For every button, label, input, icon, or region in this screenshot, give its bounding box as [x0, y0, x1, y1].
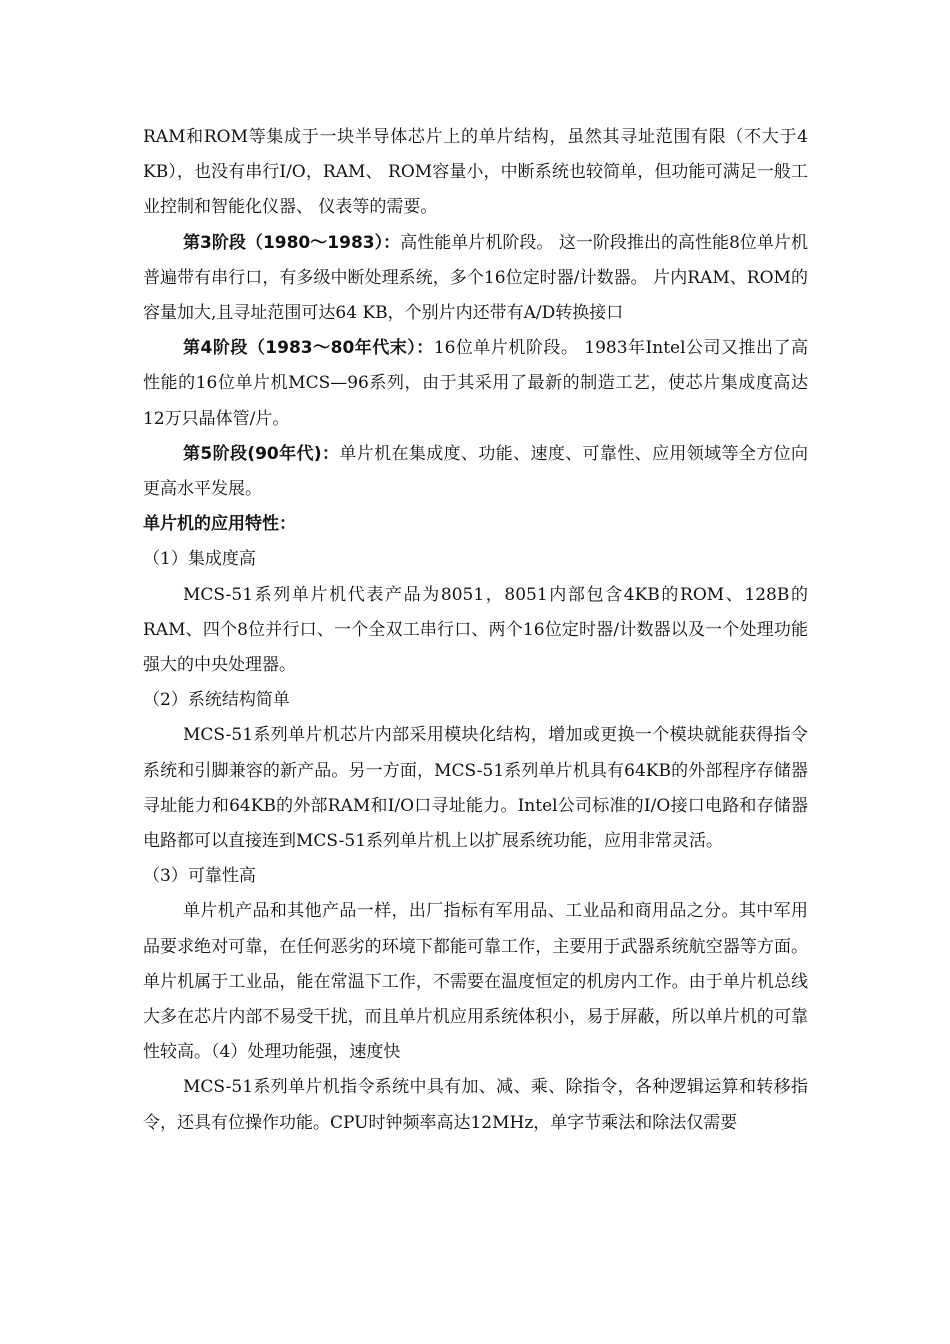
- feature-2-title: （2）系统结构简单: [143, 690, 290, 711]
- paragraph-stage-3: [143, 226, 808, 332]
- features-heading: 单片机的应用特性：: [143, 514, 296, 535]
- stage-4-label: 第4阶段（1983～80年代末）：: [183, 338, 434, 359]
- feature-4-body: MCS-51系列单片机指令系统中具有加、减、乘、除指令，各种逻辑运算和转移指令，还具有位操作功能。CPU时钟频率高达12MHz，单字节乘法和除法仅需要: [143, 1077, 808, 1133]
- feature-3-title: （3）可靠性高: [143, 866, 256, 887]
- feature-1-title: （1）集成度高: [143, 549, 256, 570]
- stage-4-text: 16位单片机阶段。 1983年Intel公司又推出了高性能的16位单片机MCS—96系列，由于其采用了最新的制造工艺，使芯片集成度高达12万只晶体管/片。: [143, 338, 808, 429]
- stage-3-label: 第3阶段（1980～1983）：: [183, 232, 401, 253]
- feature-2-body: MCS-51系列单片机芯片内部采用模块化结构，增加或更换一个模块就能获得指令系统和引脚兼容的新产品。另一方面，MCS-51系列单片机具有64KB的外部程序存储器寻址能力和64KB的外部RAM和I/O口寻址能力。Intel公司标准的I/O接口电路和存储器电路都可以直接连到MCS-51系列单片机上以扩展系统功能，应用非常灵活。: [143, 725, 808, 852]
- feature-3-body: 单片机产品和其他产品一样，出厂指标有军用品、工业品和商用品之分。其中军用品要求绝对可靠，在任何恶劣的环境下都能可靠工作，主要用于武器系统航空器等方面。单片机属于工业品，能在常温下工作，不需要在温度恒定的机房内工作。由于单片机总线大多在芯片内部不易受干扰，而且单片机应用系统体积小，易于屏蔽，所以单片机的可靠性较高。（4）处理功能强，速度快: [143, 901, 808, 1063]
- stage-3-text: 高性能单片机阶段。 这一阶段推出的高性能8位单片机普遍带有串行口，有多级中断处理系统，多个16位定时器/计数器。 片内RAM、ROM的容量加大,且寻址范围可达64 KB，个别片内还带有A/D转换接口: [143, 232, 808, 324]
- document-body: [143, 120, 808, 1141]
- paragraph-stage-4: [143, 331, 808, 437]
- stage-5-text: 单片机在集成度、功能、速度、可靠性、应用领域等全方位向更高水平发展。: [143, 443, 809, 500]
- feature-1-body: MCS-51系列单片机代表产品为8051，8051内部包含4KB的ROM、128B的RAM、四个8位并行口、一个全双工串行口、两个16位定时器/计数器以及一个处理功能强大的中央处理器。: [143, 584, 808, 676]
- stage-5-label: 第5阶段(90年代)：: [183, 443, 340, 464]
- paragraph-stage-5: [143, 437, 808, 507]
- paragraph-intro: RAM和ROM等集成于一块半导体芯片上的单片结构，虽然其寻址范围有限（不大于4 KB），也没有串行I/O，RAM、 ROM容量小，中断系统也较简单，但功能可满足一般工业控制和智能化仪器、 仪表等的需要。: [143, 127, 808, 218]
